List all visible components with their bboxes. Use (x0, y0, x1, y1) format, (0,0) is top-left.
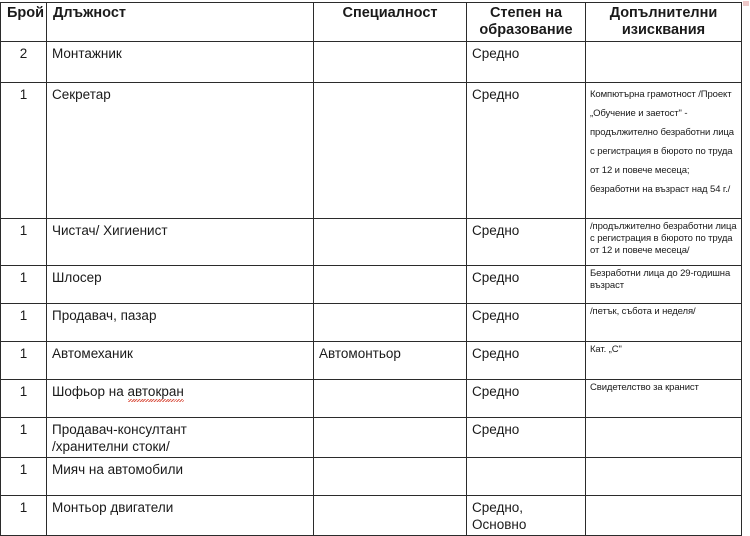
table-row (1, 42, 742, 83)
cell-position: Секретар (47, 83, 314, 219)
cell-specialty: Автомонтьор (314, 342, 467, 380)
cell-count: 1 (1, 458, 47, 496)
cell-education: Средно (467, 342, 586, 380)
vacancy-table (0, 2, 742, 536)
column-header-count-label: Брой (7, 5, 45, 21)
table-row (1, 219, 742, 266)
column-header-specialty (314, 3, 467, 42)
column-header-education (467, 3, 586, 42)
cell-education: Средно (467, 219, 586, 266)
cell-count: 1 (1, 380, 47, 418)
cell-extra: /петък, събота и неделя/ (586, 304, 742, 342)
cell-specialty (314, 496, 467, 536)
cell-count: 1 (1, 304, 47, 342)
cell-position: Чистач/ Хигиенист (47, 219, 314, 266)
cell-count: 1 (1, 83, 47, 219)
cell-position: Монтьор двигатели (47, 496, 314, 536)
cell-position: Продавач, пазар (47, 304, 314, 342)
column-header-extra-line1: Допълнителни (609, 5, 718, 21)
cell-extra: Свидетелство за кранист (586, 380, 742, 418)
table-row (1, 380, 742, 418)
cell-extra (586, 496, 742, 536)
cell-education: Средно (467, 380, 586, 418)
cell-extra: Безработни лица до 29-годишна възраст (586, 266, 742, 304)
misspelled-word: автокран (127, 384, 184, 399)
cell-extra: Компютърна грамотност /Проект „Обучение и заетост" - продължително безработни лица с регистрация в бюрото по труда от 12 и повече месеца; безработни на възраст над 54 г./ (586, 83, 742, 219)
table-row (1, 418, 742, 458)
cell-specialty (314, 42, 467, 83)
table-row (1, 496, 742, 536)
cell-position (47, 418, 314, 458)
cell-specialty (314, 219, 467, 266)
cell-extra: /продължително безработни лица с регистрация в бюрото по труда от 12 и повече месеца/ (586, 219, 742, 266)
cell-count: 1 (1, 219, 47, 266)
column-header-specialty-label: Специалност (342, 5, 438, 21)
column-header-extra (586, 3, 742, 42)
cell-education: Средно (467, 42, 586, 83)
table-row (1, 83, 742, 219)
table-header-row (1, 3, 742, 42)
cell-education: Средно (467, 83, 586, 219)
cell-position: Мияч на автомобили (47, 458, 314, 496)
column-header-education-line2: образование (479, 22, 573, 38)
cell-extra: Кат. „С" (586, 342, 742, 380)
cell-count: 1 (1, 496, 47, 536)
table-row (1, 458, 742, 496)
column-header-count (1, 3, 47, 42)
table-row (1, 304, 742, 342)
position-text: Шофьор на (52, 384, 128, 399)
cell-count: 1 (1, 266, 47, 304)
cell-count: 1 (1, 418, 47, 458)
table-header (1, 3, 742, 42)
cell-education: Средно, Основно (467, 496, 586, 536)
cell-education: Средно (467, 418, 586, 458)
page-corner-mark (743, 1, 749, 6)
cell-position: Автомеханик (47, 342, 314, 380)
cell-specialty (314, 266, 467, 304)
table-row (1, 342, 742, 380)
cell-extra (586, 458, 742, 496)
column-header-position (47, 3, 314, 42)
position-line2: /хранителни стоки/ (52, 439, 170, 454)
cell-position (47, 380, 314, 418)
cell-specialty (314, 304, 467, 342)
table-body (1, 42, 742, 536)
cell-count: 2 (1, 42, 47, 83)
cell-count: 1 (1, 342, 47, 380)
cell-specialty (314, 418, 467, 458)
cell-education: Средно (467, 304, 586, 342)
cell-specialty (314, 458, 467, 496)
cell-position: Монтажник (47, 42, 314, 83)
cell-specialty (314, 83, 467, 219)
column-header-position-label: Длъжност (53, 5, 126, 21)
cell-extra (586, 418, 742, 458)
cell-extra (586, 42, 742, 83)
cell-education: Средно (467, 266, 586, 304)
cell-position: Шлосер (47, 266, 314, 304)
column-header-extra-line2: изисквания (621, 22, 706, 38)
cell-specialty (314, 380, 467, 418)
column-header-education-line1: Степен на (489, 5, 563, 21)
position-line1: Продавач-консултант (52, 422, 187, 437)
table-row (1, 266, 742, 304)
cell-education (467, 458, 586, 496)
